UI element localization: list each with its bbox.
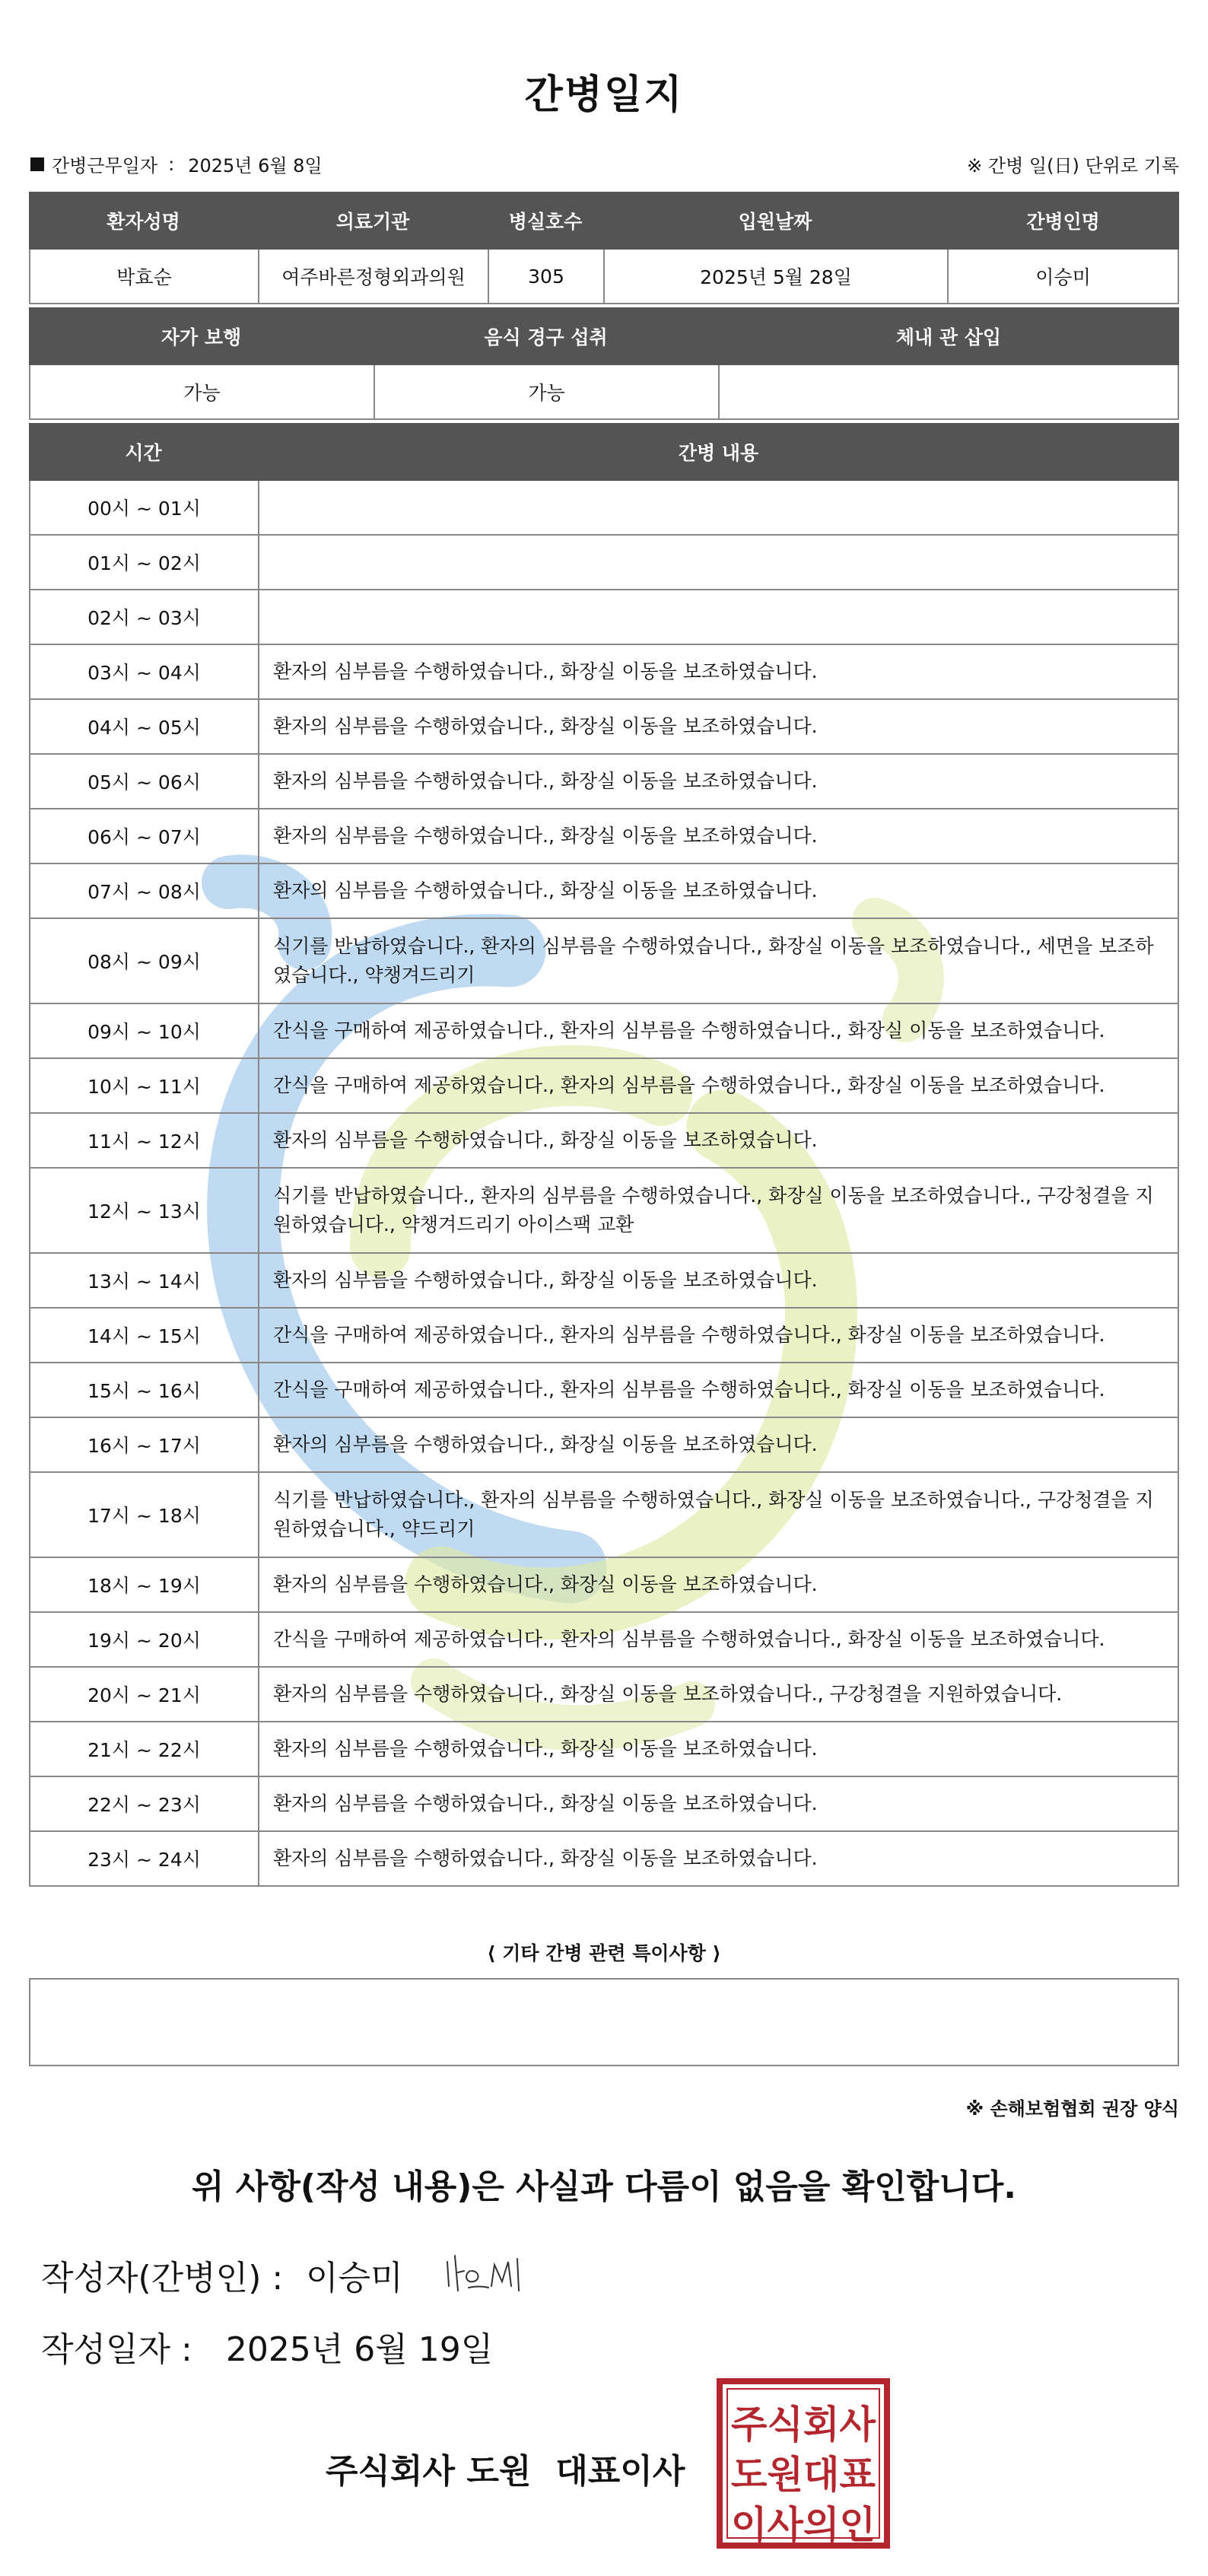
medical-institution: 여주바른정형외과의원 [259, 250, 489, 303]
care-log-row [29, 1363, 1179, 1418]
care-log-time: 21시 ~ 22시 [30, 1722, 259, 1776]
care-log-content: 간식을 구매하여 제공하였습니다., 환자의 심부름을 수행하였습니다., 화장실 이동을 보조하였습니다. [273, 1628, 1105, 1650]
care-log-content: 환자의 심부름을 수행하였습니다., 화장실 이동을 보조하였습니다. [273, 660, 818, 682]
write-date-label: 작성일자 : [41, 2330, 192, 2369]
work-date [30, 151, 323, 177]
square-bullet-icon [30, 157, 44, 171]
care-log-table [29, 423, 1179, 1887]
care-log-time: 06시 ~ 07시 [30, 809, 259, 863]
self-walking-value: 가능 [30, 365, 375, 418]
care-log-content: 환자의 심부름을 수행하였습니다., 화장실 이동을 보조하였습니다. [273, 770, 818, 792]
care-log-content: 환자의 심부름을 수행하였습니다., 화장실 이동을 보조하였습니다. [273, 879, 818, 902]
care-log-content: 식기를 반납하였습니다., 환자의 심부름을 수행하였습니다., 화장실 이동을 보조하였습니다., 구강청결을 지원하였습니다., 약챙겨드리기 아이스팩 교환 [273, 1185, 1154, 1236]
care-log-row [29, 1059, 1179, 1114]
care-log-row [29, 700, 1179, 755]
page-title: 간병일지 [524, 72, 684, 118]
patient-value-row [29, 250, 1179, 304]
status-header-cell: 음식 경구 섭취 [484, 326, 608, 348]
care-log-row [29, 536, 1179, 590]
care-log-row [29, 645, 1179, 700]
care-log-row [29, 755, 1179, 809]
care-log-content: 식기를 반납하였습니다., 환자의 심부름을 수행하였습니다., 화장실 이동을 보조하였습니다., 세면을 보조하였습니다., 약챙겨드리기 [273, 935, 1154, 986]
care-log-row [29, 1418, 1179, 1473]
care-log-time: 15시 ~ 16시 [30, 1363, 259, 1417]
patient-header-cell: 환자성명 [106, 211, 180, 233]
care-log-row [29, 1832, 1179, 1887]
care-log-row [29, 1722, 1179, 1777]
work-date-label: 간병근무일자 [52, 155, 158, 177]
patient-info-table [29, 192, 1179, 304]
patient-header-cell: 입원날짜 [738, 211, 812, 233]
care-log-time: 00시 ~ 01시 [30, 481, 259, 534]
care-log-row [29, 1668, 1179, 1722]
care-log-row [29, 864, 1179, 919]
care-log-row [29, 1254, 1179, 1309]
care-log-time: 13시 ~ 14시 [30, 1254, 259, 1307]
care-log-time: 22시 ~ 23시 [30, 1777, 259, 1830]
care-log-time: 08시 ~ 09시 [30, 919, 259, 1003]
care-log-time: 10시 ~ 11시 [30, 1059, 259, 1112]
care-log-time: 20시 ~ 21시 [30, 1668, 259, 1721]
status-header-cell: 체내 관 삽입 [895, 326, 1002, 348]
care-log-time: 19시 ~ 20시 [30, 1613, 259, 1666]
tube-insertion-value [720, 365, 1178, 418]
ceo-title: 대표이사 [555, 2452, 685, 2491]
status-value-row [29, 365, 1179, 420]
care-log-row [29, 1558, 1179, 1613]
writer-label: 작성자(간병인) : [41, 2259, 284, 2298]
care-log-content: 환자의 심부름을 수행하였습니다., 화장실 이동을 보조하였습니다. [273, 1738, 818, 1760]
patient-header-row [29, 192, 1179, 250]
care-log-content [259, 536, 1178, 589]
company-name: 주식회사 도원 [326, 2452, 532, 2491]
care-log-time: 16시 ~ 17시 [30, 1418, 259, 1471]
care-log-content: 환자의 심부름을 수행하였습니다., 화장실 이동을 보조하였습니다. [273, 1847, 818, 1869]
care-log-time: 14시 ~ 15시 [30, 1309, 259, 1362]
care-log-time: 12시 ~ 13시 [30, 1169, 259, 1252]
care-log-content: 환자의 심부름을 수행하였습니다., 화장실 이동을 보조하였습니다. [273, 715, 818, 737]
recommendation-note: ※ 손해보험협회 권장 양식 [965, 2098, 1179, 2120]
oral-intake-value: 가능 [375, 365, 720, 418]
care-log-time: 03시 ~ 04시 [30, 645, 259, 698]
unit-note: ※ 간병 일(日) 단위로 기록 [967, 155, 1179, 177]
care-log-content: 간식을 구매하여 제공하였습니다., 환자의 심부름을 수행하였습니다., 화장실 이동을 보조하였습니다. [273, 1379, 1105, 1401]
care-log-time: 01시 ~ 02시 [30, 536, 259, 589]
notes-title: ⟨ 기타 간병 관련 특이사항 ⟩ [487, 1942, 721, 1964]
care-log-row [29, 919, 1179, 1004]
care-log-row [29, 590, 1179, 645]
status-header-cell: 자가 보행 [161, 326, 242, 348]
care-log-time: 05시 ~ 06시 [30, 755, 259, 808]
care-log-row [29, 1309, 1179, 1363]
patient-status-table [29, 307, 1179, 420]
care-log-content: 환자의 심부름을 수행하였습니다., 화장실 이동을 보조하였습니다. [273, 1129, 818, 1151]
care-log-time: 17시 ~ 18시 [30, 1473, 259, 1557]
work-date-value: 2025년 6월 8일 [188, 155, 323, 177]
care-log-rows [29, 481, 1179, 1887]
care-log-content: 환자의 심부름을 수행하였습니다., 화장실 이동을 보조하였습니다. [273, 1573, 818, 1595]
care-log-content: 환자의 심부름을 수행하였습니다., 화장실 이동을 보조하였습니다. [273, 1792, 818, 1814]
care-log-row [29, 1777, 1179, 1832]
patient-name: 박효순 [30, 250, 259, 303]
writer-name: 이승미 [306, 2259, 403, 2298]
patient-header-cell: 의료기관 [335, 211, 410, 233]
care-log-header-row [29, 423, 1179, 481]
room-number: 305 [489, 250, 605, 303]
care-log-content [259, 590, 1178, 644]
care-log-row [29, 481, 1179, 536]
care-log-content: 환자의 심부름을 수행하였습니다., 화장실 이동을 보조하였습니다. [273, 825, 818, 847]
patient-header-cell: 간병인명 [1026, 211, 1100, 233]
care-log-time: 11시 ~ 12시 [30, 1114, 259, 1167]
care-log-content: 환자의 심부름을 수행하였습니다., 화장실 이동을 보조하였습니다., 구강청결을 지원하였습니다. [273, 1683, 1063, 1705]
care-log-content: 환자의 심부름을 수행하였습니다., 화장실 이동을 보조하였습니다. [273, 1269, 818, 1291]
care-log-content: 간식을 구매하여 제공하였습니다., 환자의 심부름을 수행하였습니다., 화장실 이동을 보조하였습니다. [273, 1019, 1105, 1042]
care-log-content: 식기를 반납하였습니다., 환자의 심부름을 수행하였습니다., 화장실 이동을 보조하였습니다., 구강청결을 지원하였습니다., 약드리기 [273, 1489, 1154, 1540]
confirmation-statement: 위 사항(작성 내용)은 사실과 다름이 없음을 확인합니다. [192, 2167, 1016, 2206]
company-seal-stamp [717, 2378, 890, 2549]
care-log-row [29, 1169, 1179, 1254]
care-log-time: 09시 ~ 10시 [30, 1004, 259, 1057]
care-log-row [29, 1004, 1179, 1059]
status-header-row [29, 307, 1179, 365]
admission-date: 2025년 5월 28일 [605, 250, 949, 303]
seal-text-line: 주식회사 [731, 2403, 876, 2447]
writer-line [41, 2248, 532, 2301]
care-log-time: 02시 ~ 03시 [30, 590, 259, 644]
care-log-time: 23시 ~ 24시 [30, 1832, 259, 1885]
work-date-colon: : [168, 153, 175, 175]
care-log-row [29, 1613, 1179, 1668]
company-line [326, 2444, 685, 2492]
care-log-time: 07시 ~ 08시 [30, 864, 259, 918]
patient-header-cell: 병실호수 [508, 211, 583, 233]
signature-image [441, 2248, 532, 2301]
write-date-line [41, 2322, 493, 2371]
write-date-value: 2025년 6월 19일 [225, 2330, 494, 2369]
care-log-time: 18시 ~ 19시 [30, 1558, 259, 1611]
caregiver-name: 이승미 [1035, 266, 1091, 288]
seal-text-line: 이사의인 [731, 2503, 876, 2547]
time-header: 시간 [125, 442, 162, 464]
care-log-content [259, 481, 1178, 534]
care-log-row [29, 1114, 1179, 1169]
care-log-content: 간식을 구매하여 제공하였습니다., 환자의 심부름을 수행하였습니다., 화장실 이동을 보조하였습니다. [273, 1324, 1105, 1346]
care-log-content: 간식을 구매하여 제공하였습니다., 환자의 심부름을 수행하였습니다., 화장실 이동을 보조하였습니다. [273, 1074, 1105, 1096]
content-header: 간병 내용 [678, 442, 759, 464]
care-log-time: 04시 ~ 05시 [30, 700, 259, 753]
care-log-row [29, 1473, 1179, 1558]
care-log-content: 환자의 심부름을 수행하였습니다., 화장실 이동을 보조하였습니다. [273, 1433, 818, 1455]
notes-box [29, 1978, 1179, 2066]
seal-text-line: 도원대표 [731, 2453, 876, 2497]
care-log-row [29, 809, 1179, 864]
